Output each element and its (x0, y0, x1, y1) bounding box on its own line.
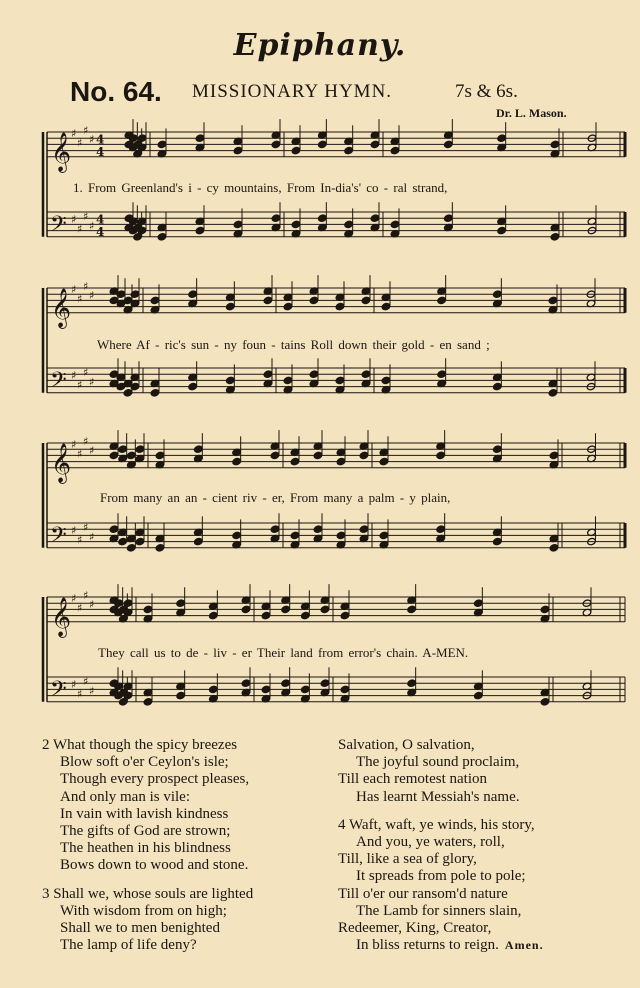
notehead (271, 214, 281, 222)
notehead (361, 370, 371, 378)
verse-line: Though every prospect pleases, (60, 771, 250, 788)
sharp-icon: ♯ (83, 675, 89, 689)
notehead (241, 605, 251, 613)
notehead (444, 140, 454, 148)
notehead (407, 605, 417, 613)
notehead (318, 140, 328, 148)
treble-clef-icon: 𝄞 (51, 596, 72, 637)
verse-line (338, 937, 628, 954)
notehead (127, 451, 137, 459)
sharp-icon: ♯ (77, 378, 83, 392)
sharp-icon: ♯ (83, 588, 89, 602)
notehead (261, 611, 271, 619)
verse-line: Redeemer, King, Creator, (338, 920, 492, 937)
verse-2 (42, 737, 332, 875)
sharp-icon: ♯ (71, 591, 77, 605)
notehead (194, 537, 204, 545)
notehead (336, 457, 346, 465)
notehead (263, 296, 273, 304)
sharp-icon: ♯ (71, 437, 77, 451)
notehead (195, 226, 205, 234)
bass-clef-icon: 𝄢 (50, 367, 67, 398)
notehead (195, 134, 205, 142)
notehead (497, 226, 507, 234)
notehead (233, 146, 243, 154)
sharp-icon: ♯ (77, 222, 83, 236)
notehead (381, 302, 391, 310)
notehead (379, 457, 389, 465)
notehead (118, 537, 128, 545)
verse-line: And you, ye waters, roll, (356, 834, 505, 851)
treble-clef-icon: 𝄞 (51, 131, 72, 172)
sharp-icon: ♯ (71, 369, 77, 383)
notehead (318, 214, 328, 222)
notehead (290, 531, 300, 539)
sharp-icon: ♯ (89, 289, 95, 303)
notehead (344, 220, 354, 228)
time-signature: 4 (96, 212, 105, 227)
sharp-icon: ♯ (77, 533, 83, 547)
notehead (283, 376, 293, 384)
verse-line: Till each remotest nation (338, 771, 488, 788)
notehead (194, 445, 204, 453)
sharp-icon: ♯ (89, 375, 95, 389)
notehead (157, 233, 167, 241)
verse-line: In vain with lavish kindness (60, 805, 229, 822)
notehead (261, 685, 271, 693)
verse-line: Blow soft o'er Ceylon's isle; (60, 754, 229, 771)
notehead (474, 691, 484, 699)
notehead (497, 134, 507, 142)
notehead (340, 685, 350, 693)
verse-line: With wisdom from on high; (60, 902, 227, 919)
notehead (390, 220, 400, 228)
notehead (270, 525, 280, 533)
notehead (436, 451, 446, 459)
time-signature: 4 (96, 144, 105, 159)
verse-line: The joyful sound proclaim, (356, 754, 520, 771)
verses-right-column (338, 737, 628, 965)
sharp-icon: ♯ (83, 434, 89, 448)
notehead (281, 679, 291, 687)
notehead (436, 525, 446, 533)
notehead (226, 376, 236, 384)
sharp-icon: ♯ (71, 126, 77, 140)
notehead (474, 599, 484, 607)
sharp-icon: ♯ (77, 292, 83, 306)
notehead (548, 296, 558, 304)
notehead (340, 611, 350, 619)
notehead (359, 451, 369, 459)
verse-line: It spreads from pole to pole; (356, 868, 526, 885)
notehead (493, 537, 503, 545)
notehead (493, 382, 503, 390)
notehead (109, 525, 119, 533)
notehead (226, 302, 236, 310)
notehead (444, 214, 454, 222)
notehead (137, 134, 147, 142)
notehead (209, 611, 219, 619)
sharp-icon: ♯ (77, 136, 83, 150)
verse-line: Has learnt Messiah's name. (356, 788, 520, 805)
notehead (549, 451, 559, 459)
treble-clef-icon: 𝄞 (51, 287, 72, 328)
notehead (313, 451, 323, 459)
notehead (291, 220, 301, 228)
notehead (150, 389, 160, 397)
notehead (335, 302, 345, 310)
notehead (188, 290, 198, 298)
sharp-icon: ♯ (83, 279, 89, 293)
lyric-line-3: From many an an - cient riv - er, From many a palm - y plain, (100, 490, 451, 505)
sharp-icon: ♯ (71, 282, 77, 296)
notehead (335, 376, 345, 384)
verse-3-continued (338, 737, 628, 806)
notehead (271, 140, 281, 148)
notehead (313, 525, 323, 533)
notehead (309, 370, 319, 378)
sharp-icon: ♯ (83, 521, 89, 535)
notehead (209, 685, 219, 693)
notehead (301, 611, 311, 619)
notehead (232, 531, 242, 539)
notehead (493, 445, 503, 453)
sharp-icon: ♯ (77, 447, 83, 461)
hymn-number: No. 64. (70, 76, 162, 107)
notehead (344, 146, 354, 154)
notehead (241, 679, 251, 687)
notehead (233, 220, 243, 228)
notehead (361, 296, 371, 304)
sharp-icon: ♯ (89, 530, 95, 544)
verse-line: 4 Waft, waft, ye winds, his story, (338, 816, 535, 833)
verse-line: Till, like a sea of glory, (338, 851, 477, 868)
notehead (150, 296, 160, 304)
time-signature: 4 (96, 132, 105, 147)
time-signature: 4 (96, 224, 105, 239)
notehead (540, 698, 550, 706)
notehead (118, 445, 128, 453)
notehead (437, 296, 447, 304)
notehead (143, 698, 153, 706)
notehead (549, 544, 559, 552)
notehead (176, 599, 186, 607)
meter: 7s & 6s. (455, 81, 518, 102)
sharp-icon: ♯ (89, 598, 95, 612)
notehead (437, 370, 447, 378)
sharp-icon: ♯ (83, 366, 89, 380)
notehead (359, 525, 369, 533)
verse-line: Bows down to wood and stone. (60, 857, 249, 874)
section-title: Epiphany. (233, 28, 407, 63)
notehead (109, 451, 119, 459)
notehead (270, 451, 280, 459)
notehead (263, 370, 273, 378)
lyric-line-2: Where Af - ric's sun - ny foun - tains Roll down their gold - en sand ; (97, 337, 490, 352)
notehead (123, 389, 133, 397)
tune-name: MISSIONARY HYMN. (192, 81, 393, 102)
amen-label: Amen. (504, 938, 544, 953)
verse-line: Till o'er our ransom'd nature (338, 885, 508, 902)
sharp-icon: ♯ (89, 684, 95, 698)
notehead (290, 457, 300, 465)
notehead (309, 296, 319, 304)
verse-line: The Lamb for sinners slain, (356, 902, 522, 919)
lyric-line-4: They call us to de - liv - er Their land from error's chain. A-MEN. (98, 645, 469, 660)
notehead (390, 146, 400, 154)
notehead (157, 140, 167, 148)
sharp-icon: ♯ (71, 213, 77, 227)
notehead (381, 376, 391, 384)
verse-line: The heathen in his blindness (60, 840, 231, 857)
verse-line: Salvation, O salvation, (338, 737, 475, 753)
notehead (336, 531, 346, 539)
bass-clef-icon: 𝄢 (50, 676, 67, 707)
notehead (127, 544, 137, 552)
verse-3 (42, 886, 332, 955)
sharp-icon: ♯ (83, 210, 89, 224)
notehead (135, 445, 145, 453)
verse-line: 2 What though the spicy breezes (42, 737, 238, 753)
verse-4 (338, 817, 628, 955)
notehead (143, 605, 153, 613)
composer: Dr. L. Mason. (496, 106, 567, 120)
notehead (370, 140, 380, 148)
notehead (548, 389, 558, 397)
treble-clef-icon: 𝄞 (51, 442, 72, 483)
sharp-icon: ♯ (89, 444, 95, 458)
lyric-line-1: 1. From Greenland's i - cy mountains, From In-dia's' co - ral strand, (73, 180, 448, 195)
notehead (176, 691, 186, 699)
sharp-icon: ♯ (77, 601, 83, 615)
verse-line: The lamp of life deny? (60, 937, 197, 954)
notehead (188, 382, 198, 390)
notehead (540, 605, 550, 613)
notehead (281, 605, 291, 613)
notehead (155, 451, 165, 459)
verse-line: The gifts of God are strown; (60, 823, 231, 840)
verse-line: 3 Shall we, whose souls are lighted (42, 885, 254, 902)
notehead (291, 146, 301, 154)
notehead (135, 537, 145, 545)
sharp-icon: ♯ (71, 524, 77, 538)
notehead (320, 605, 330, 613)
notehead (320, 679, 330, 687)
notehead (283, 302, 293, 310)
sharp-icon: ♯ (71, 678, 77, 692)
notehead (232, 457, 242, 465)
notehead (550, 233, 560, 241)
notehead (155, 544, 165, 552)
notehead (123, 599, 133, 607)
sharp-icon: ♯ (83, 123, 89, 137)
notehead (301, 685, 311, 693)
verses-left-column (42, 737, 332, 965)
notehead (370, 214, 380, 222)
notehead (493, 290, 503, 298)
notehead (550, 140, 560, 148)
sharp-icon: ♯ (77, 687, 83, 701)
sharp-icon: ♯ (89, 219, 95, 233)
verse-line: Shall we to men benighted (60, 920, 220, 937)
verse-line: And only man is vile: (60, 788, 190, 805)
notehead (407, 679, 417, 687)
bass-clef-icon: 𝄢 (50, 522, 67, 553)
bass-clef-icon: 𝄢 (50, 211, 67, 242)
sharp-icon: ♯ (89, 133, 95, 147)
notehead (379, 531, 389, 539)
verse-line-text: In bliss returns to reign. (356, 937, 499, 954)
